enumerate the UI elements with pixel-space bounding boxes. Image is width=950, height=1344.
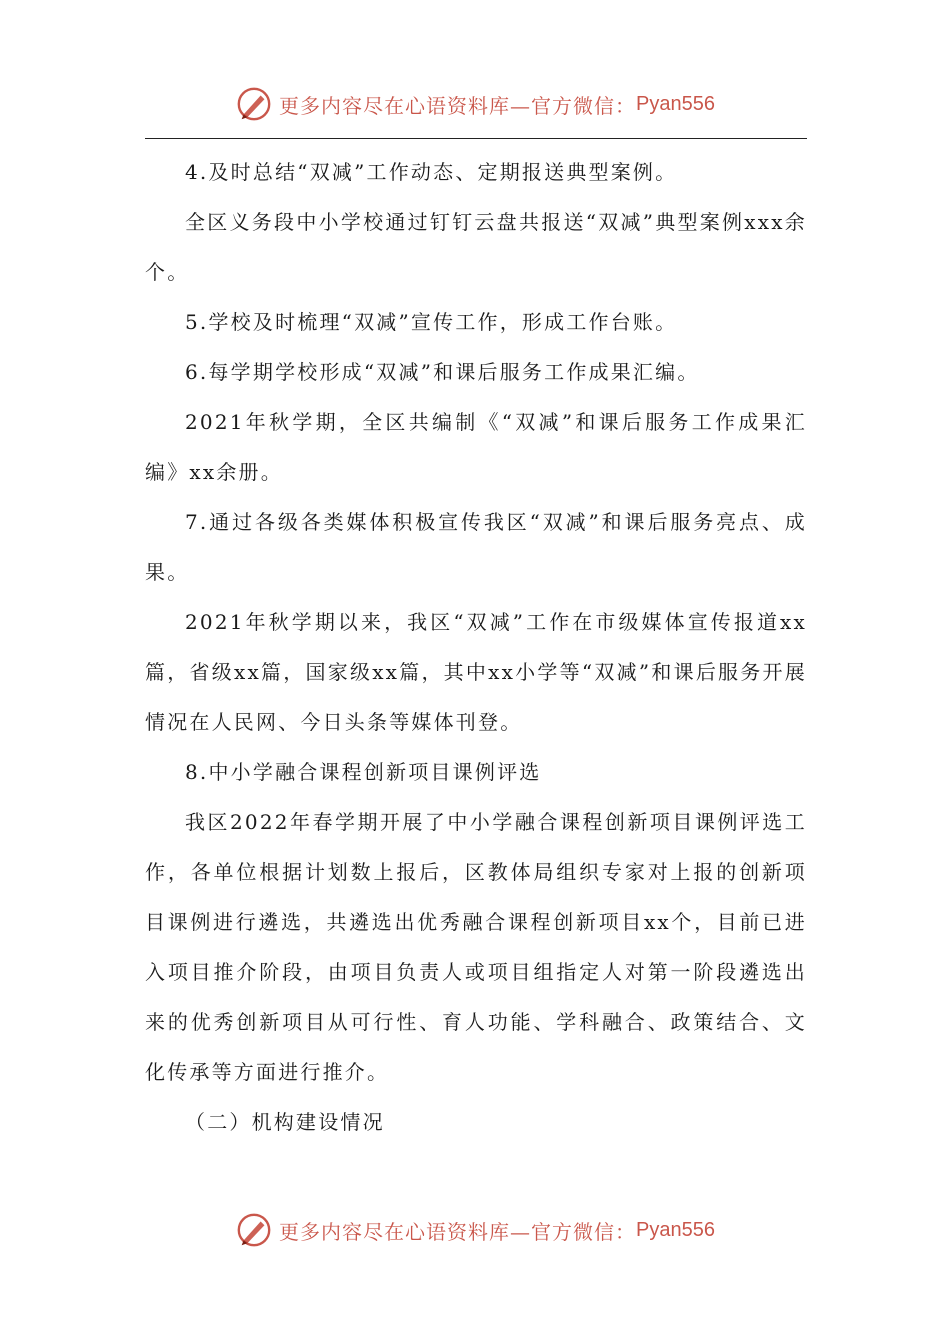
paragraph: 5.学校及时梳理“双减”宣传工作，形成工作台账。 (185, 310, 678, 334)
paragraph: 4.及时总结“双减”工作动态、定期报送典型案例。 (185, 160, 678, 184)
footer-wechat-id: Pyan556 (636, 1218, 715, 1241)
document-body (145, 147, 807, 1147)
header-banner-text: 更多内容尽在心语资料库—官方微信： (279, 93, 637, 118)
paragraph: 2021年秋学期，全区共编制《“双减”和课后服务工作成果汇编》xx余册。 (145, 410, 807, 484)
pen-logo-icon (235, 1211, 273, 1249)
paragraph: 2021年秋学期以来，我区“双减”工作在市级媒体宣传报道xx篇，省级xx篇，国家级xx篇，其中xx小学等“双减”和课后服务开展情况在人民网、今日头条等媒体刊登。 (145, 610, 807, 734)
paragraph: 7.通过各级各类媒体积极宣传我区“双减”和课后服务亮点、成果。 (145, 510, 807, 584)
paragraph: 我区2022年春学期开展了中小学融合课程创新项目课例评选工作，各单位根据计划数上报后，区教体局组织专家对上报的创新项目课例进行遴选，共遴选出优秀融合课程创新项目xx个，目前已进入项目推介阶段，由项目负责人或项目组指定人对第一阶段遴选出来的优秀创新项目从可行性、育人功能、学科融合、政策结合、文化传承等方面进行推介。 (145, 810, 807, 1084)
header-banner (0, 82, 950, 126)
paragraph: 8.中小学融合课程创新项目课例评选 (185, 760, 542, 784)
footer-banner-text: 更多内容尽在心语资料库—官方微信： (279, 1219, 637, 1244)
footer-banner (0, 1208, 950, 1252)
pen-logo-icon (235, 85, 273, 123)
header-divider (145, 138, 807, 139)
header-wechat-id: Pyan556 (636, 92, 715, 115)
paragraph: 6.每学期学校形成“双减”和课后服务工作成果汇编。 (185, 360, 700, 384)
paragraph: 全区义务段中小学校通过钉钉云盘共报送“双减”典型案例xxx余个。 (145, 210, 807, 284)
section-heading: （二）机构建设情况 (185, 1110, 385, 1134)
